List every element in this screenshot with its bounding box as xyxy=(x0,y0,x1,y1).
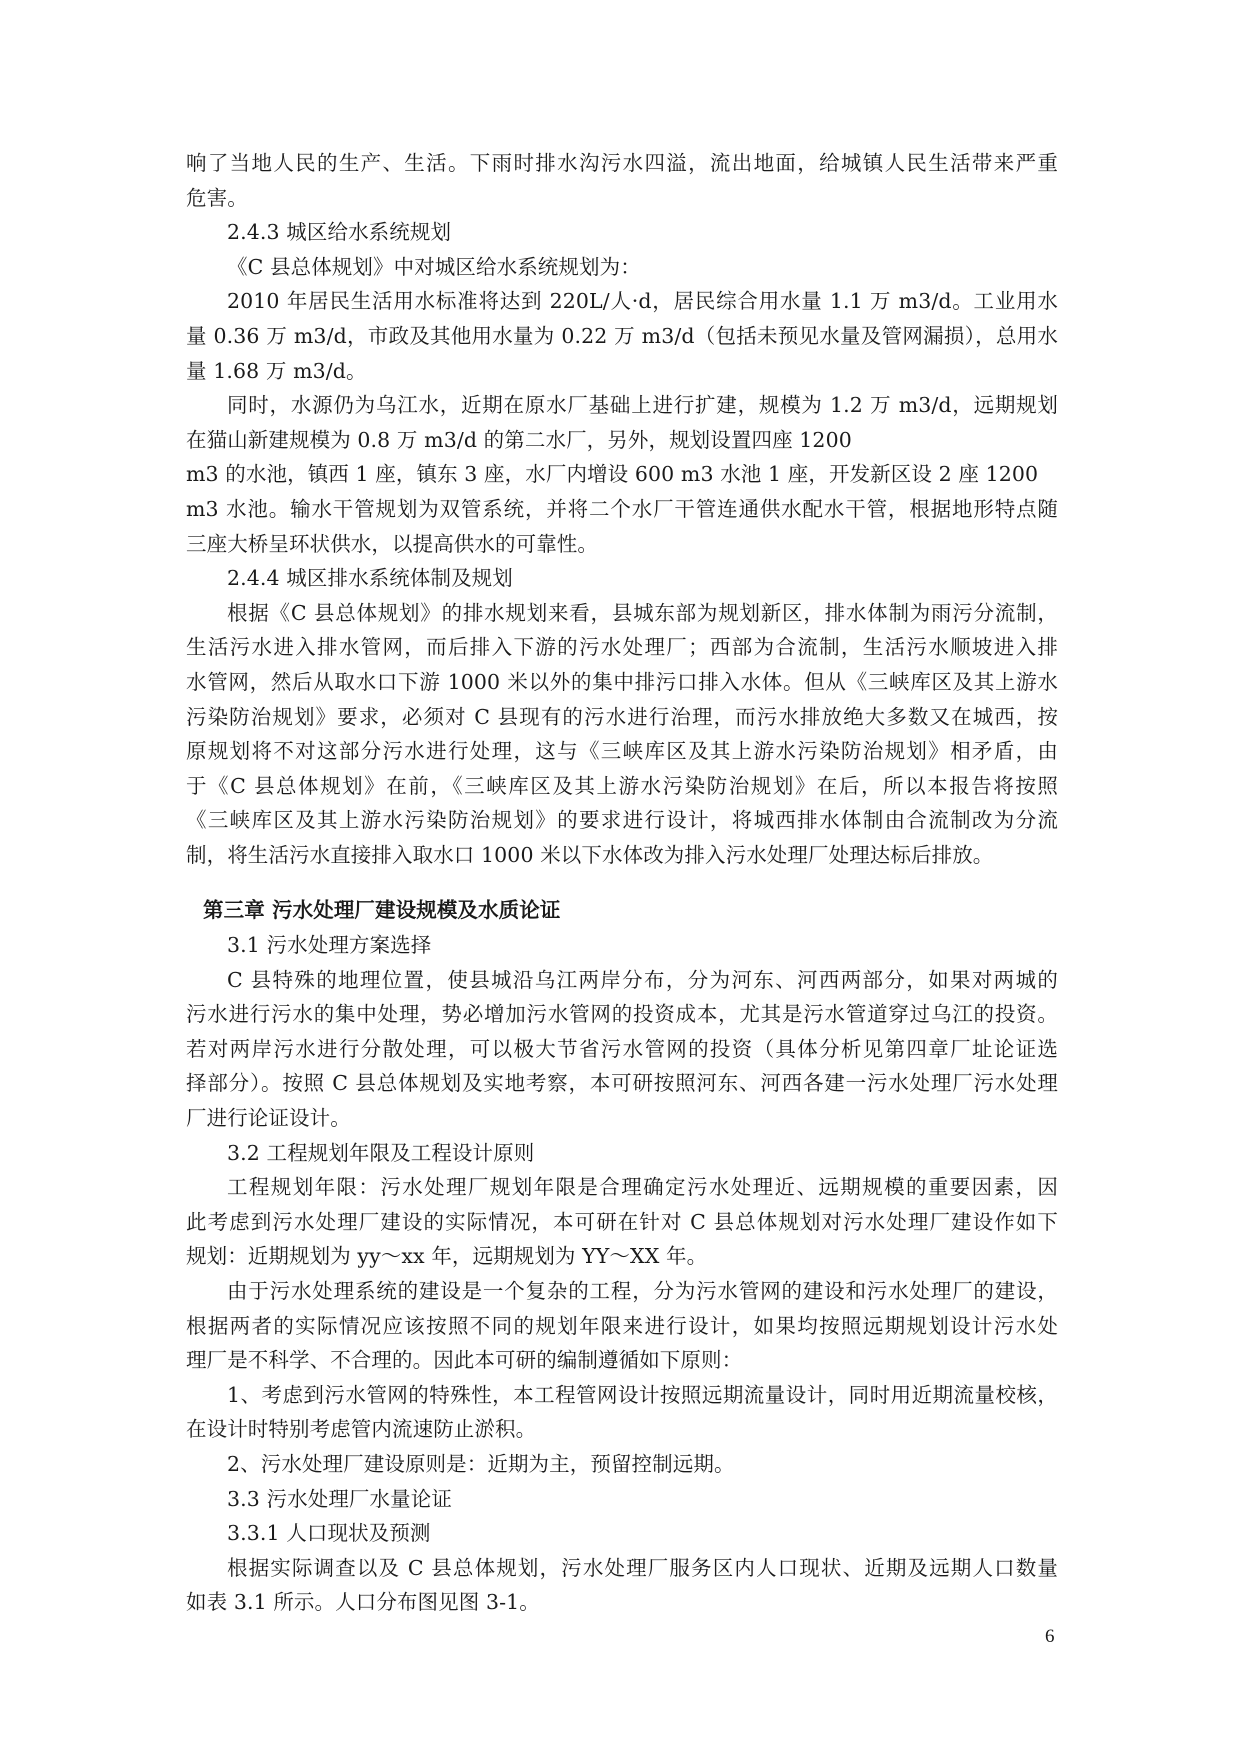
section-heading: 3.3 污水处理厂水量论证 xyxy=(227,1486,452,1511)
section-heading: 3.3.1 人口现状及预测 xyxy=(227,1521,431,1546)
text-line: 危害。 xyxy=(186,185,248,210)
text-line: 生活污水进入排水管网，而后排入下游的污水处理厂；西部为合流制，生活污水顺坡进入排 xyxy=(186,635,1058,660)
text-line: 于《C 县总体规划》在前，《三峡库区及其上游水污染防治规划》在后，所以本报告将按照 xyxy=(186,773,1058,798)
text-line: 由于污水处理系统的建设是一个复杂的工程，分为污水管网的建设和污水处理厂的建设， xyxy=(227,1279,1058,1303)
text-line: 工程规划年限：污水处理厂规划年限是合理确定污水处理近、远期规模的重要因素，因 xyxy=(227,1175,1058,1200)
text-line: 污水进行污水的集中处理，势必增加污水管网的投资成本，尤其是污水管道穿过乌江的投资。 xyxy=(186,1002,1058,1027)
text-line: 《三峡库区及其上游水污染防治规划》的要求进行设计，将城西排水体制由合流制改为分流 xyxy=(186,808,1058,833)
text-line: 响了当地人民的生产、生活。下雨时排水沟污水四溢，流出地面，给城镇人民生活带来严重 xyxy=(186,151,1058,175)
text-line: 原规划将不对这部分污水进行处理，这与《三峡库区及其上游水污染防治规划》相矛盾，由 xyxy=(186,739,1058,764)
text-line: 择部分）。按照 C 县总体规划及实地考察，本可研按照河东、河西各建一污水处理厂污水处理 xyxy=(186,1071,1058,1096)
text-line: 水管网，然后从取水口下游 1000 米以外的集中排污口排入水体。但从《三峡库区及其上游水 xyxy=(186,669,1058,694)
text-line: 1、考虑到污水管网的特殊性，本工程管网设计按照远期流量设计，同时用近期流量校核， xyxy=(227,1382,1058,1407)
section-heading: 2.4.4 城区排水系统体制及规划 xyxy=(227,566,513,591)
text-line: 2010 年居民生活用水标准将达到 220L/人·d，居民综合用水量 1.1 万 m3/d。工业用水 xyxy=(227,289,1058,314)
document-body xyxy=(186,146,1058,1620)
text-line: 厂进行论证设计。 xyxy=(186,1106,351,1131)
section-heading: 3.1 污水处理方案选择 xyxy=(227,933,432,958)
text-line: 在设计时特别考虑管内流速防止淤积。 xyxy=(186,1417,537,1442)
text-line: 制，将生活污水直接排入取水口 1000 米以下水体改为排入污水处理厂处理达标后排放。 xyxy=(186,842,994,867)
text-line: 根据《C 县总体规划》的排水规划来看，县城东部为规划新区，排水体制为雨污分流制， xyxy=(227,600,1058,625)
text-line: 如表 3.1 所示。人口分布图见图 3-1。 xyxy=(186,1590,540,1615)
page-number: 6 xyxy=(1045,1626,1055,1647)
text-line: 量 1.68 万 m3/d。 xyxy=(186,358,367,383)
text-line: 规划：近期规划为 yy～xx 年，远期规划为 YY～XX 年。 xyxy=(186,1244,708,1269)
text-line: 《C 县总体规划》中对城区给水系统规划为： xyxy=(227,254,641,279)
text-line: 三座大桥呈环状供水，以提高供水的可靠性。 xyxy=(186,531,598,556)
text-line: 2、污水处理厂建设原则是：近期为主，预留控制远期。 xyxy=(227,1451,735,1476)
section-heading: 2.4.3 城区给水系统规划 xyxy=(227,220,452,245)
text-line: C 县特殊的地理位置，使县城沿乌江两岸分布，分为河东、河西两部分，如果对两城的 xyxy=(227,967,1058,992)
text-line: 此考虑到污水处理厂建设的实际情况，本可研在针对 C 县总体规划对污水处理厂建设作如下 xyxy=(186,1209,1058,1234)
text-line: m3 的水池，镇西 1 座，镇东 3 座，水厂内增设 600 m3 水池 1 座，开发新区设 2 座 1200 xyxy=(186,462,1039,487)
chapter-title: 第三章 污水处理厂建设规模及水质论证 xyxy=(203,898,561,923)
text-line: 若对两岸污水进行分散处理，可以极大节省污水管网的投资（具体分析见第四章厂址论证选 xyxy=(186,1036,1058,1061)
text-line: 污染防治规划》要求，必须对 C 县现有的污水进行治理，而污水排放绝大多数又在城西，按 xyxy=(186,704,1058,729)
text-line: 在猫山新建规模为 0.8 万 m3/d 的第二水厂，另外，规划设置四座 1200 xyxy=(186,427,852,452)
text-line: 理厂是不科学、不合理的。因此本可研的编制遵循如下原则： xyxy=(186,1348,743,1373)
text-line: 根据实际调查以及 C 县总体规划，污水处理厂服务区内人口现状、近期及远期人口数量 xyxy=(227,1555,1058,1580)
text-line: 同时，水源仍为乌江水，近期在原水厂基础上进行扩建，规模为 1.2 万 m3/d，远期规划 xyxy=(227,393,1058,418)
text-line: m3 水池。输水干管规划为双管系统，并将二个水厂干管连通供水配水干管，根据地形特点随 xyxy=(186,496,1058,521)
text-line: 根据两者的实际情况应该按照不同的规划年限来进行设计，如果均按照远期规划设计污水处 xyxy=(186,1313,1058,1338)
text-line: 量 0.36 万 m3/d，市政及其他用水量为 0.22 万 m3/d（包括未预见水量及管网漏损），总用水 xyxy=(186,323,1058,348)
section-heading: 3.2 工程规划年限及工程设计原则 xyxy=(227,1140,535,1165)
